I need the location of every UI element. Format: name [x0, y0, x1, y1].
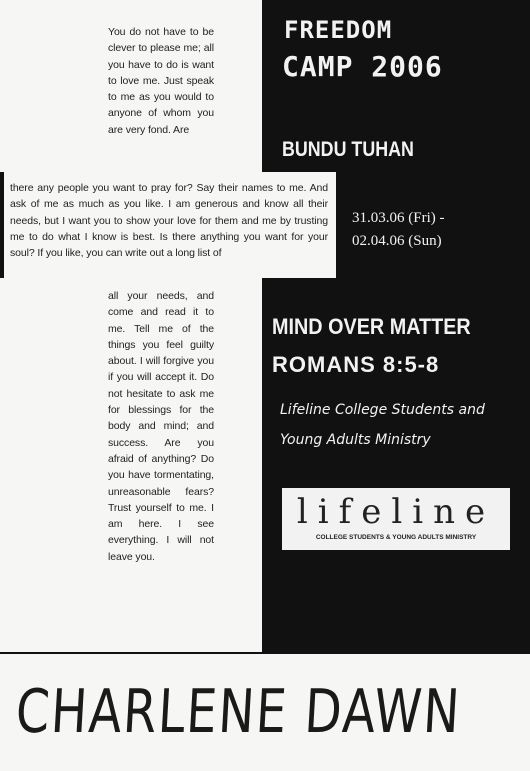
lifeline-logo-word: lifeline — [296, 492, 496, 532]
lifeline-logo — [282, 488, 510, 550]
organization-line-2: Young Adults Ministry — [280, 432, 431, 448]
event-date-from: 31.03.06 (Fri) - — [352, 210, 445, 226]
organization-line-1: Lifeline College Students and — [280, 402, 485, 418]
signature-divider — [0, 652, 530, 654]
body-paragraph-1: You do not have to be clever to please me; all you have to do is want to love me. Just speak to me as you would to anyone of whom you are very fond. Are — [108, 26, 214, 136]
location-heading: BUNDU TUHAN — [282, 138, 414, 161]
body-paragraph-2: there any people you want to pray for? Say their names to me. And ask of me as much as you like. I am generous and know all their needs, but I want you to show your love for them and me by trusting me to do what I know is best. Is there anything you want for your soul? If you like, you can write out a long list of — [10, 182, 328, 260]
lifeline-logo-subtitle: COLLEGE STUDENTS & YOUNG ADULTS MINISTRY — [315, 534, 477, 541]
event-title-line-2: CAMP 2006 — [282, 50, 443, 83]
event-title-line-1: FREEDOM — [284, 16, 393, 44]
theme-heading: MIND OVER MATTER — [272, 314, 471, 339]
scripture-heading: ROMANS 8:5-8 — [272, 352, 440, 377]
black-panel-left-edge — [0, 172, 4, 278]
signature: CHARLENE DAWN — [14, 677, 463, 747]
event-date-to: 02.04.06 (Sun) — [352, 233, 442, 249]
body-paragraph-3: all your needs, and come and read it to me. Tell me of the things you feel guilty about. I will forgive you if you will accept it. Do not hesitate to ask me for blessings for the body and mind; and success. Are you afraid of anything? Do you have tormentating, unreasonable fears? Trust yourself to me. I am here. I see everything. I will not leave you. — [108, 290, 214, 563]
